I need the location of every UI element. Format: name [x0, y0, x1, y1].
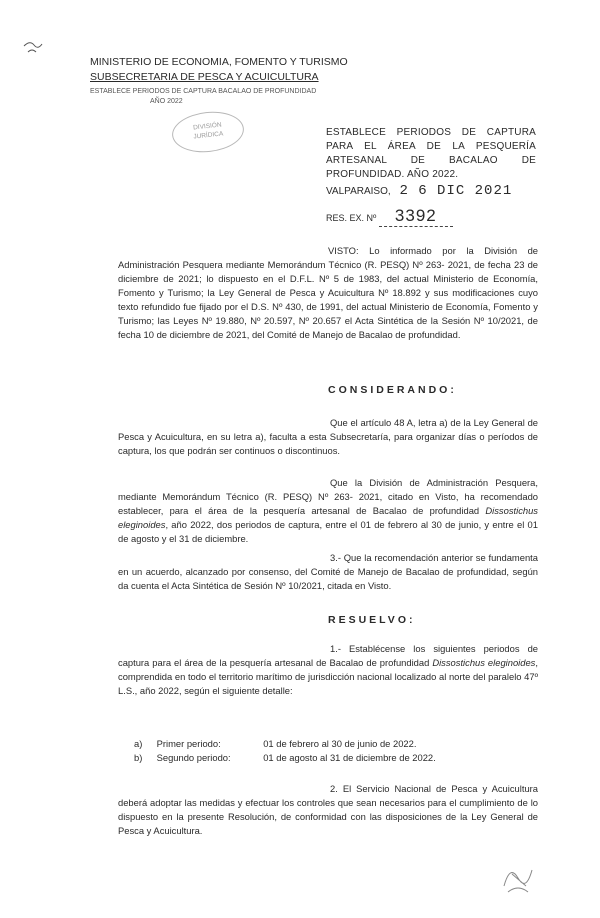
resuelvo-p1-text-a: 1.- Establécense los siguientes periodos de captura para el área de la pesquería artesanal de Bacalao de profundidad — [118, 643, 538, 668]
reference-year: AÑO 2022 — [150, 98, 183, 105]
stamp-line-1: DIVISIÓN — [192, 121, 222, 132]
resuelvo-heading: RESUELVO: — [328, 614, 416, 626]
division-stamp — [170, 108, 246, 155]
place-date — [326, 183, 512, 199]
res-label: RES. EX. Nº — [326, 213, 377, 223]
signature-icon — [498, 856, 542, 900]
period-item — [134, 737, 416, 751]
period-letter: b) — [134, 752, 143, 763]
considerando-p2-text-a: Que la División de Administración Pesquera, mediante Memorándum Técnico (R. PESQ) Nº 263- 2021, citado en Visto, ha recomendado establecer, para el área de la pesquería artesanal de Bacalao de profundidad — [118, 477, 538, 516]
handwritten-mark-icon — [22, 40, 44, 56]
period-letter: a) — [134, 738, 143, 749]
period-value: 01 de agosto al 31 de diciembre de 2022. — [263, 752, 436, 763]
considerando-paragraph-3: 3.- Que la recomendación anterior se fundamenta en un acuerdo, alcanzado por consenso, del Comité de Manejo de Bacalao de profundidad, según da cuenta el Acta Sintética de Sesión Nº 10/2021, citada en Visto. — [118, 552, 538, 591]
considerando-heading: CONSIDERANDO: — [328, 384, 457, 396]
species-name: Dissostichus eleginoides — [118, 505, 538, 530]
considerando-paragraph-2 — [118, 476, 538, 546]
species-name-2: Dissostichus eleginoides — [432, 657, 536, 668]
date-stamp: 2 6 DIC 2021 — [399, 183, 513, 199]
period-value: 01 de febrero al 30 de junio de 2022. — [263, 738, 417, 749]
considerando-p2-text-b: , año 2022, dos periodos de captura, entre el 01 de febrero al 30 de junio, y entre el 01 de agosto y el 31 de diciembre. — [118, 519, 538, 544]
resolution-number — [326, 206, 453, 227]
resolution-title: ESTABLECE PERIODOS DE CAPTURA PARA EL ÁREA DE LA PESQUERÍA ARTESANAL DE BACALAO DE PROFUNDIDAD. AÑO 2022. — [326, 127, 536, 180]
subsecretaria-name: SUBSECRETARIA DE PESCA Y ACUICULTURA — [90, 71, 319, 83]
resuelvo-paragraph-2: 2. El Servicio Nacional de Pesca y Acuicultura deberá adoptar las medidas y efectuar los controles que sean necesarios para el cumplimiento de lo dispuesto en la presente Resolución, de conformidad con las disposiciones de la Ley General de Pesca y Acuicultura. — [118, 783, 538, 836]
res-number: 3392 — [379, 206, 453, 227]
considerando-paragraph-1: Que el artículo 48 A, letra a) de la Ley General de Pesca y Acuicultura, en su letra a), faculta a esta Subsecretaría, para organizar días o períodos de captura, los que podrán ser continuos o discontinuos. — [118, 417, 538, 456]
ministry-name: MINISTERIO DE ECONOMIA, FOMENTO Y TURISMO — [90, 56, 348, 68]
reference-line: ESTABLECE PERIODOS DE CAPTURA BACALAO DE PROFUNDIDAD — [90, 88, 317, 95]
period-label: Segundo periodo: — [156, 752, 231, 763]
place: VALPARAISO, — [326, 186, 391, 197]
resuelvo-p1-text-b: , comprendida en todo el territorio marítimo de jurisdicción nacional localizado al norte del paralelo 47º L.S., año 2022, según el siguiente detalle: — [118, 657, 538, 696]
period-item — [134, 751, 436, 765]
resuelvo-paragraph-1 — [118, 642, 538, 698]
visto-paragraph: VISTO: Lo informado por la División de Administración Pesquera mediante Memorándum Técnico (R. PESQ) Nº 263- 2021, de fecha 23 de diciembre de 2021; lo dispuesto en el D.F.L. Nº 5 de 1983, del actual Ministerio de Economía, Fomento y Turismo; la Ley General de Pesca y Acuicultura Nº 18.892 y sus modificaciones cuyo texto refundido fue fijado por el D.S. Nº 430, de 1991, del actual Ministerio de Economía, Fomento y Turismo; las Leyes Nº 19.880, Nº 20.597, Nº 20.657 el Acta Sintética de la Sesión Nº 10/2021, de fecha 10 de diciembre de 2021, del Comité de Manejo de Bacalao de profundidad. — [118, 245, 538, 340]
stamp-line-2: JURÍDICA — [193, 130, 224, 141]
period-label: Primer periodo: — [156, 738, 221, 749]
